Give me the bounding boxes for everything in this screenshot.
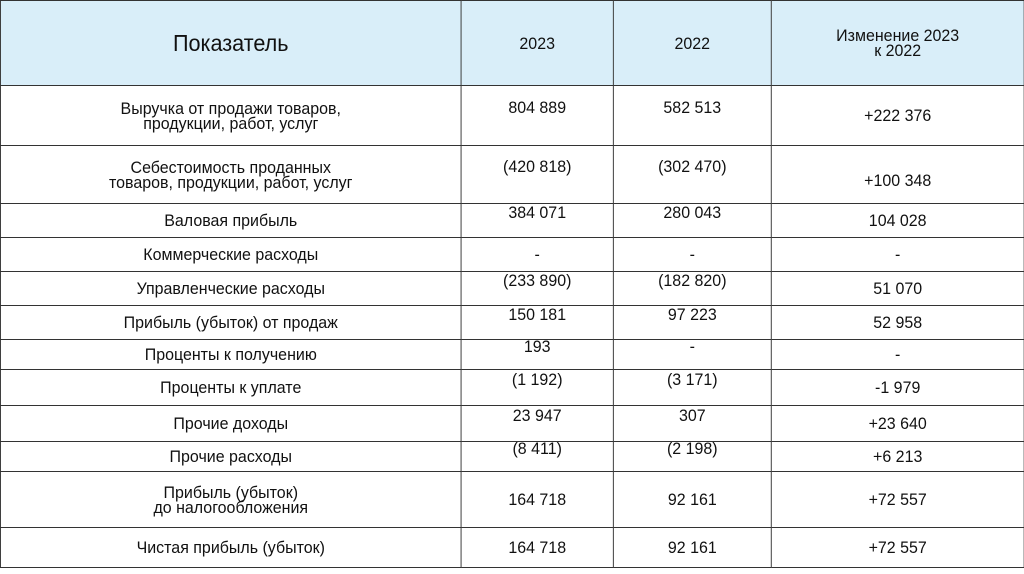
- value-change: 104 028: [868, 211, 927, 230]
- row-label: [0, 528, 461, 568]
- row-label-line1: Проценты к получению: [144, 345, 317, 364]
- table-row: [0, 528, 1024, 568]
- value-change-cell: [771, 472, 1024, 528]
- value-2023: (1 192): [511, 370, 563, 389]
- row-label: [0, 238, 461, 272]
- table-row: [0, 340, 1024, 370]
- row-label-line1: Чистая прибыль (убыток): [136, 538, 325, 557]
- value-2023: (233 890): [503, 271, 572, 290]
- row-label-line2: товаров, продукции, работ, услуг: [109, 172, 353, 192]
- value-2022-cell: [613, 337, 771, 370]
- value-2022: 97 223: [667, 305, 717, 324]
- value-2022-cell: [613, 146, 771, 204]
- row-label-line1: Проценты к уплате: [160, 378, 302, 397]
- value-2023-cell: [461, 306, 613, 340]
- value-change: +6 213: [873, 447, 923, 466]
- row-label: [0, 146, 461, 204]
- value-2023-cell: [461, 439, 613, 472]
- row-label-line2: продукции, работ, услуг: [143, 113, 319, 133]
- value-2022-cell: [613, 306, 771, 340]
- table-header-row: [0, 1, 1024, 86]
- row-label: [0, 204, 461, 238]
- value-change: +72 557: [868, 538, 927, 557]
- table-row: [0, 406, 1024, 442]
- value-2022: (3 171): [666, 370, 718, 389]
- table-row: [0, 204, 1024, 238]
- value-2022-cell: [613, 406, 771, 442]
- row-label: [0, 472, 461, 528]
- table-row: [0, 238, 1024, 272]
- value-change: 51 070: [873, 279, 923, 298]
- row-label-line2: до налогообложения: [153, 497, 309, 517]
- value-2022-cell: [613, 439, 771, 472]
- row-label: [0, 340, 461, 370]
- header-year-2022: 2022: [613, 1, 771, 86]
- header-indicator: Показатель: [0, 1, 461, 86]
- header-change-line2: к 2022: [874, 41, 922, 60]
- value-2022: 92 161: [667, 538, 717, 557]
- value-change: 52 958: [873, 313, 923, 332]
- value-change-cell: [771, 86, 1024, 146]
- value-change: +222 376: [864, 106, 932, 125]
- value-2022-cell: [613, 472, 771, 528]
- value-2023: 193: [523, 337, 551, 356]
- value-2023-cell: [461, 337, 613, 370]
- table-row: [0, 146, 1024, 204]
- value-2022-cell: [613, 528, 771, 568]
- value-2023-cell: [461, 406, 613, 442]
- value-2023: 23 947: [512, 406, 562, 425]
- row-label-line1: Себестоимость проданных: [130, 157, 331, 177]
- value-2022: (302 470): [658, 157, 727, 176]
- value-2022: 582 513: [663, 98, 722, 117]
- row-label-line1: Валовая прибыль: [164, 211, 298, 230]
- value-2022: -: [689, 337, 695, 356]
- value-change-cell: [771, 146, 1024, 204]
- value-change-cell: [771, 442, 1024, 472]
- value-2023: 804 889: [508, 98, 567, 117]
- value-change: -: [895, 345, 901, 364]
- value-2022-cell: [613, 370, 771, 406]
- value-2022: 92 161: [667, 490, 717, 509]
- row-label: [0, 306, 461, 340]
- value-2023-cell: [461, 472, 613, 528]
- value-2023-cell: [461, 370, 613, 406]
- value-2023: 164 718: [508, 538, 567, 557]
- row-label-line1: Прочие доходы: [173, 414, 289, 433]
- row-label-line1: Прибыль (убыток) от продаж: [123, 313, 338, 332]
- value-2023-cell: [461, 146, 613, 204]
- value-2022: (2 198): [666, 439, 718, 458]
- value-2023: 384 071: [508, 203, 567, 222]
- value-2023: (420 818): [503, 157, 572, 176]
- row-label-line1: Выручка от продажи товаров,: [120, 98, 341, 118]
- row-label-line1: Прибыль (убыток): [163, 482, 299, 502]
- value-change: +100 348: [864, 171, 932, 190]
- value-2023: -: [534, 245, 540, 264]
- header-change-line1: Изменение 2023: [836, 26, 960, 45]
- row-label-line1: Прочие расходы: [169, 447, 292, 466]
- value-change-cell: [771, 528, 1024, 568]
- table-row: [0, 306, 1024, 340]
- value-change: +72 557: [868, 490, 927, 509]
- row-label-line1: Коммерческие расходы: [143, 245, 319, 264]
- value-change-cell: [771, 306, 1024, 340]
- value-2023-cell: [461, 238, 613, 272]
- header-year-2023: 2023: [461, 1, 613, 86]
- table-row: [0, 442, 1024, 472]
- value-2023: (8 411): [512, 439, 562, 458]
- value-change: -1 979: [875, 378, 921, 397]
- header-change: [771, 1, 1024, 86]
- value-2022-cell: [613, 204, 771, 238]
- table-row: [0, 86, 1024, 146]
- value-2022-cell: [613, 86, 771, 146]
- table-row: [0, 370, 1024, 406]
- value-change-cell: [771, 370, 1024, 406]
- value-change-cell: [771, 340, 1024, 370]
- value-change-cell: [771, 238, 1024, 272]
- value-2022-cell: [613, 238, 771, 272]
- row-label: [0, 406, 461, 442]
- value-change-cell: [771, 272, 1024, 306]
- value-change-cell: [771, 204, 1024, 238]
- table-row: [0, 272, 1024, 306]
- row-label: [0, 442, 461, 472]
- table-row: [0, 472, 1024, 528]
- value-2022: 280 043: [663, 203, 722, 222]
- value-2023-cell: [461, 528, 613, 568]
- value-2022: -: [689, 245, 695, 264]
- value-2023-cell: [461, 204, 613, 238]
- value-2023-cell: [461, 86, 613, 146]
- value-2022-cell: [613, 272, 771, 306]
- value-change-cell: [771, 406, 1024, 442]
- row-label: [0, 370, 461, 406]
- row-label: [0, 86, 461, 146]
- value-2023-cell: [461, 272, 613, 306]
- value-2023: 150 181: [508, 305, 567, 324]
- value-2022: 307: [678, 406, 706, 425]
- row-label: [0, 272, 461, 306]
- row-label-line1: Управленческие расходы: [136, 279, 325, 298]
- value-change: -: [895, 245, 901, 264]
- value-2022: (182 820): [658, 271, 727, 290]
- value-2023: 164 718: [508, 490, 567, 509]
- value-change: +23 640: [868, 414, 927, 433]
